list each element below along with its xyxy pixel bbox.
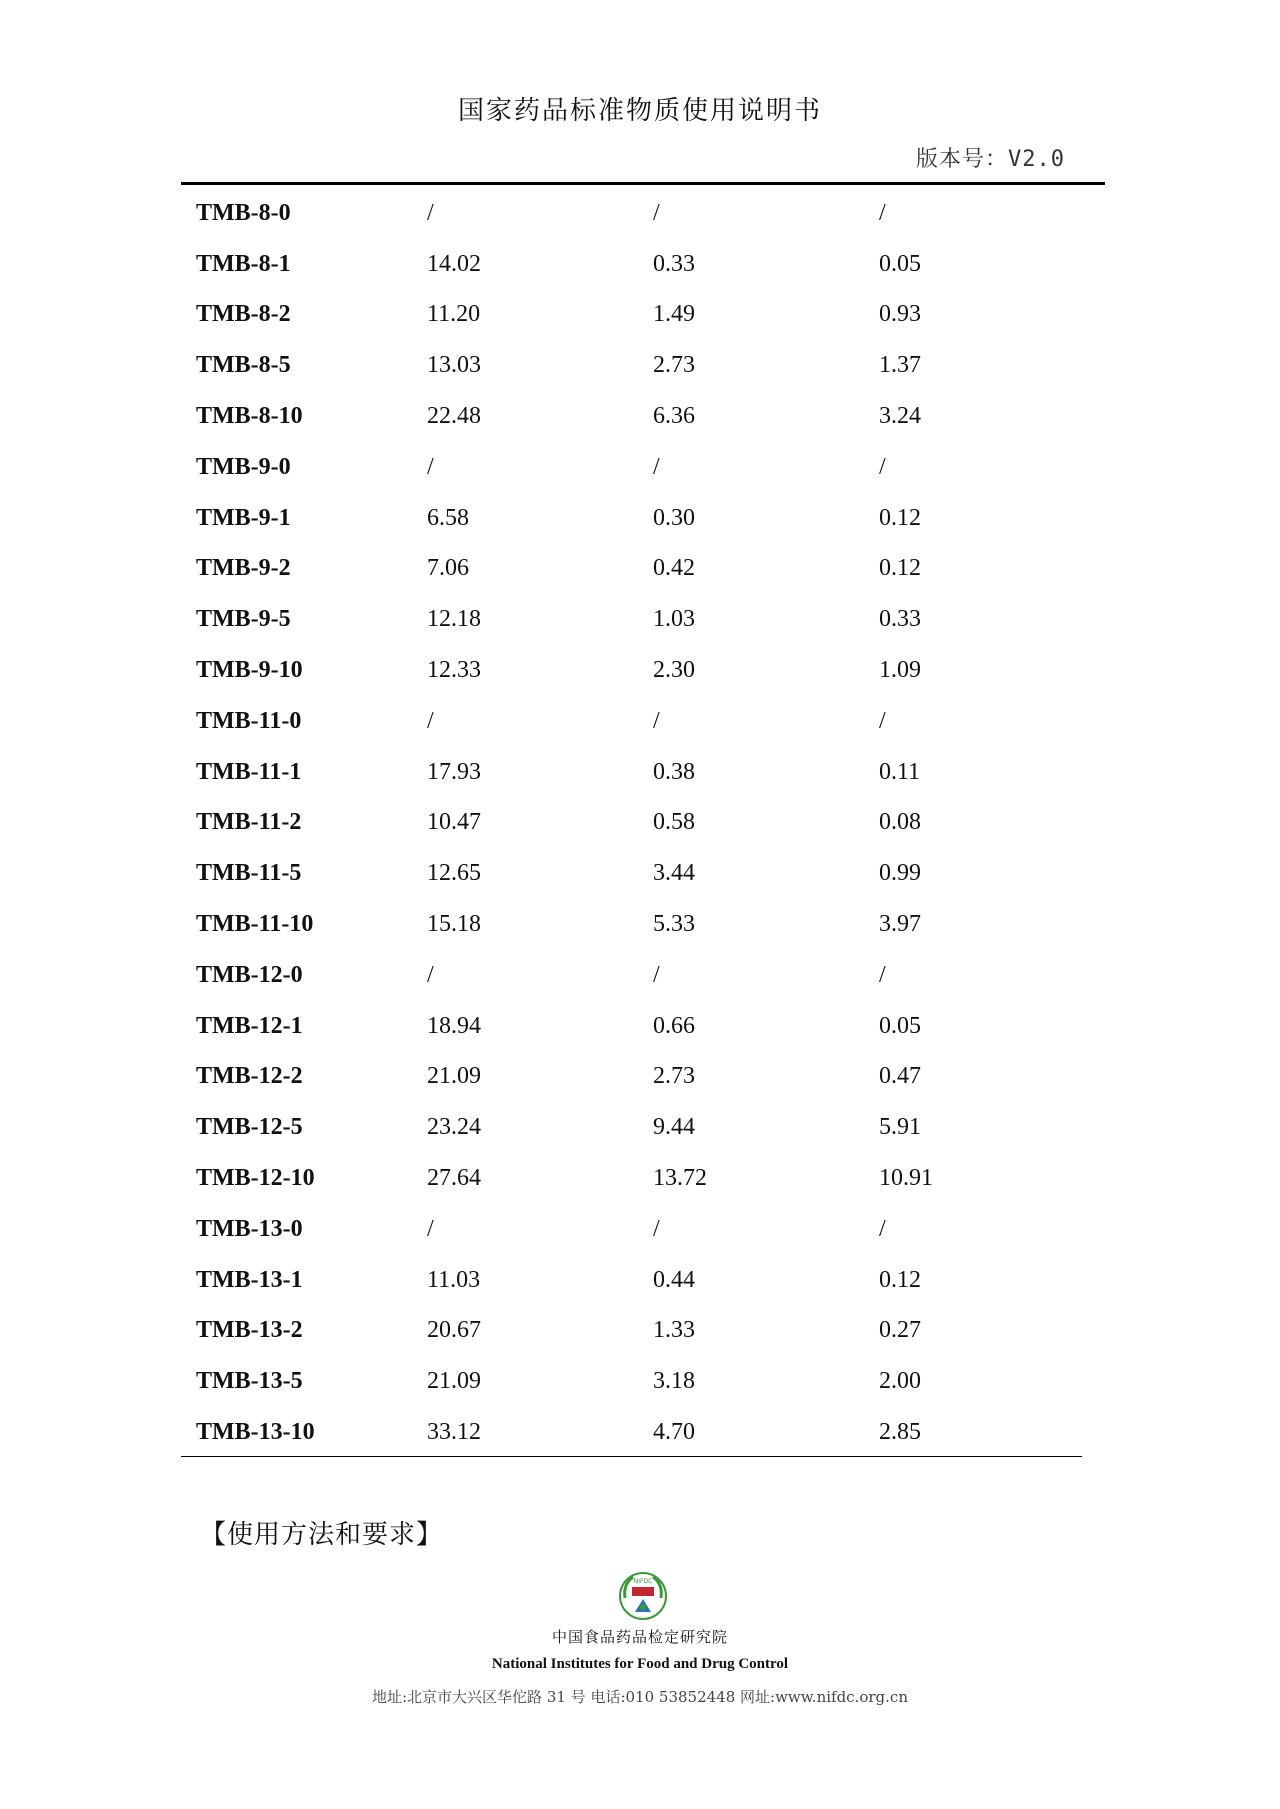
cell-value-1: 13.03 [427, 352, 481, 379]
cell-value-2: / [653, 453, 660, 480]
cell-value-3: / [879, 1215, 886, 1242]
cell-value-2: 2.73 [653, 1063, 695, 1090]
cell-sample-id: TMB-9-2 [196, 555, 291, 582]
cell-value-3: 0.27 [879, 1317, 921, 1344]
cell-value-1: / [427, 453, 434, 480]
table-row [181, 1052, 1082, 1103]
cell-value-3: 0.11 [879, 758, 921, 785]
cell-sample-id: TMB-9-0 [196, 453, 291, 480]
cell-value-3: 2.00 [879, 1368, 921, 1395]
cell-value-1: 12.33 [427, 657, 481, 684]
cell-sample-id: TMB-8-10 [196, 403, 303, 430]
footer-org-en: National Institutes for Food and Drug Control [491, 1656, 789, 1672]
cell-value-2: 0.66 [653, 1012, 695, 1039]
cell-sample-id: TMB-13-0 [196, 1215, 303, 1242]
cell-value-3: / [879, 453, 886, 480]
cell-value-2: 0.58 [653, 809, 695, 836]
cell-sample-id: TMB-12-0 [196, 961, 303, 988]
cell-sample-id: TMB-8-2 [196, 301, 291, 328]
cell-value-1: / [427, 199, 434, 226]
cell-value-2: 2.30 [653, 657, 695, 684]
data-table [181, 188, 1082, 1458]
cell-value-2: 0.42 [653, 555, 695, 582]
cell-value-2: 6.36 [653, 403, 695, 430]
cell-sample-id: TMB-9-1 [196, 504, 291, 531]
table-row [181, 1407, 1082, 1458]
nifdc-logo-text: NIFDC [633, 1578, 653, 1585]
table-row [181, 493, 1082, 544]
cell-sample-id: TMB-12-5 [196, 1114, 303, 1141]
cell-value-3: 2.85 [879, 1419, 921, 1446]
cell-value-1: 14.02 [427, 250, 481, 277]
cell-value-2: 1.03 [653, 606, 695, 633]
cell-value-2: / [653, 707, 660, 734]
cell-value-1: 10.47 [427, 809, 481, 836]
cell-value-3: 0.12 [879, 555, 921, 582]
cell-value-2: 5.33 [653, 911, 695, 938]
cell-sample-id: TMB-8-1 [196, 250, 291, 277]
cell-value-1: 33.12 [427, 1419, 481, 1446]
cell-value-1: 21.09 [427, 1368, 481, 1395]
version-label: 版本号：V2.0 [916, 147, 1065, 172]
table-row [181, 1001, 1082, 1052]
cell-value-1: 11.03 [427, 1266, 481, 1293]
cell-value-3: 5.91 [879, 1114, 921, 1141]
document-title: 国家药品标准物质使用说明书 [457, 96, 822, 126]
cell-value-2: 1.33 [653, 1317, 695, 1344]
cell-value-2: 9.44 [653, 1114, 695, 1141]
cell-value-1: 7.06 [427, 555, 469, 582]
section-heading-usage: 【使用方法和要求】 [200, 1520, 444, 1550]
cell-sample-id: TMB-13-1 [196, 1266, 303, 1293]
cell-value-2: 0.30 [653, 504, 695, 531]
footer-org-cn: 中国食品药品检定研究院 [551, 1628, 728, 1646]
footer-address: 地址:北京市大兴区华佗路 31 号 电话:010 53852448 网址:www.nifdc.org.cn [372, 1688, 908, 1706]
table-row [181, 1255, 1082, 1306]
cell-value-3: / [879, 707, 886, 734]
cell-value-3: / [879, 961, 886, 988]
cell-value-2: 1.49 [653, 301, 695, 328]
cell-value-1: 15.18 [427, 911, 481, 938]
table-row [181, 747, 1082, 798]
table-row [181, 544, 1082, 595]
cell-value-3: 0.05 [879, 1012, 921, 1039]
nifdc-logo-icon [617, 1570, 669, 1622]
table-row [181, 899, 1082, 950]
cell-value-1: 11.20 [427, 301, 481, 328]
cell-sample-id: TMB-11-0 [196, 707, 302, 734]
table-row [181, 340, 1082, 391]
cell-sample-id: TMB-11-10 [196, 911, 314, 938]
cell-sample-id: TMB-13-5 [196, 1368, 303, 1395]
cell-sample-id: TMB-13-10 [196, 1419, 315, 1446]
cell-value-3: 0.33 [879, 606, 921, 633]
cell-value-2: 0.33 [653, 250, 695, 277]
table-bottom-rule [181, 1456, 1082, 1457]
cell-value-3: 0.05 [879, 250, 921, 277]
cell-sample-id: TMB-11-1 [196, 758, 302, 785]
cell-value-1: 21.09 [427, 1063, 481, 1090]
table-row [181, 239, 1082, 290]
cell-sample-id: TMB-11-2 [196, 809, 302, 836]
cell-value-1: 23.24 [427, 1114, 481, 1141]
cell-value-3: / [879, 199, 886, 226]
cell-sample-id: TMB-9-10 [196, 657, 303, 684]
table-row [181, 645, 1082, 696]
table-row [181, 290, 1082, 341]
cell-value-1: 12.65 [427, 860, 481, 887]
cell-value-2: 13.72 [653, 1165, 707, 1192]
table-row [181, 1306, 1082, 1357]
cell-value-3: 0.93 [879, 301, 921, 328]
cell-sample-id: TMB-13-2 [196, 1317, 303, 1344]
cell-value-2: 4.70 [653, 1419, 695, 1446]
table-row [181, 1204, 1082, 1255]
cell-sample-id: TMB-12-1 [196, 1012, 303, 1039]
cell-value-3: 0.47 [879, 1063, 921, 1090]
cell-value-1: 22.48 [427, 403, 481, 430]
cell-sample-id: TMB-9-5 [196, 606, 291, 633]
cell-value-2: / [653, 199, 660, 226]
table-row [181, 950, 1082, 1001]
data-table-body [181, 188, 1082, 1458]
cell-sample-id: TMB-8-5 [196, 352, 291, 379]
cell-value-3: 0.12 [879, 1266, 921, 1293]
cell-value-3: 0.99 [879, 860, 921, 887]
cell-sample-id: TMB-8-0 [196, 199, 291, 226]
cell-value-1: 27.64 [427, 1165, 481, 1192]
cell-value-1: / [427, 707, 434, 734]
table-row [181, 1153, 1082, 1204]
table-row [181, 848, 1082, 899]
cell-value-2: 0.38 [653, 758, 695, 785]
cell-value-1: 20.67 [427, 1317, 481, 1344]
cell-value-2: 2.73 [653, 352, 695, 379]
table-row [181, 594, 1082, 645]
cell-value-2: 3.44 [653, 860, 695, 887]
cell-value-1: 17.93 [427, 758, 481, 785]
cell-sample-id: TMB-11-5 [196, 860, 302, 887]
cell-value-3: 1.09 [879, 657, 921, 684]
cell-value-3: 1.37 [879, 352, 921, 379]
cell-sample-id: TMB-12-10 [196, 1165, 315, 1192]
table-row [181, 442, 1082, 493]
cell-value-2: 3.18 [653, 1368, 695, 1395]
cell-value-1: 12.18 [427, 606, 481, 633]
cell-value-1: 6.58 [427, 504, 469, 531]
table-row [181, 798, 1082, 849]
cell-sample-id: TMB-12-2 [196, 1063, 303, 1090]
table-row [181, 391, 1082, 442]
table-top-rule [181, 182, 1105, 185]
cell-value-2: / [653, 1215, 660, 1242]
cell-value-3: 0.12 [879, 504, 921, 531]
table-row [181, 188, 1082, 239]
cell-value-1: / [427, 961, 434, 988]
table-row [181, 696, 1082, 747]
cell-value-1: 18.94 [427, 1012, 481, 1039]
cell-value-3: 3.97 [879, 911, 921, 938]
cell-value-3: 10.91 [879, 1165, 933, 1192]
table-row [181, 1102, 1082, 1153]
cell-value-2: 0.44 [653, 1266, 695, 1293]
cell-value-2: / [653, 961, 660, 988]
cell-value-3: 0.08 [879, 809, 921, 836]
cell-value-1: / [427, 1215, 434, 1242]
table-row [181, 1356, 1082, 1407]
cell-value-3: 3.24 [879, 403, 921, 430]
